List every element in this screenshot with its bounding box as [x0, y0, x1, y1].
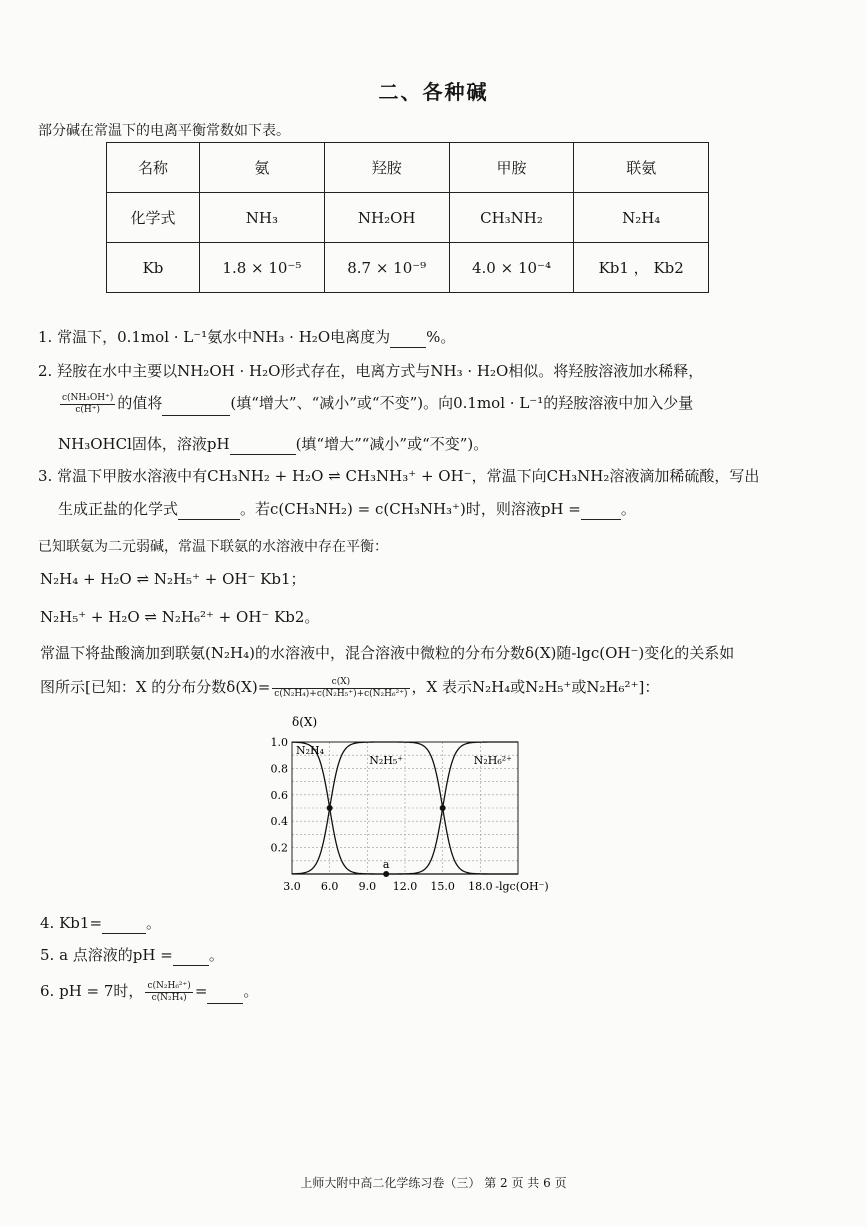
table-cell: Kb1 ， Kb2: [574, 243, 709, 293]
table-row: [107, 143, 709, 193]
row-label: 化学式: [107, 193, 200, 243]
known-text: 已知联氨为二元弱碱，常温下联氨的水溶液中存在平衡：: [38, 539, 388, 555]
answer-blank[interactable]: [162, 399, 230, 416]
y-tick-label: 1.0: [270, 736, 288, 749]
y-tick-label: 0.6: [270, 788, 288, 802]
x-tick-label: 9.0: [358, 880, 377, 893]
distribution-chart: [270, 712, 560, 898]
marked-point: [327, 805, 333, 811]
table-row: [107, 243, 709, 293]
table-row: [107, 193, 709, 243]
page-footer: 上师大附中高二化学练习卷（三） 第 2 页 共 6 页: [300, 1176, 567, 1190]
row-label: Kb: [107, 243, 200, 293]
equilibrium-1: N₂H₄ + H₂O ⇌ N₂H₅⁺ + OH⁻ Kb1；: [40, 570, 306, 588]
answer-blank[interactable]: [173, 949, 209, 966]
question-3-line2: 生成正盐的化学式 。若c(CH₃NH₂) = c(CH₃NH₃⁺)时，则溶液pH = 。: [58, 500, 636, 518]
answer-blank[interactable]: [178, 503, 240, 520]
table-cell: 氨: [200, 143, 325, 193]
question-2-line1: 2. 羟胺在水中主要以NH₂OH · H₂O形式存在，电离方式与NH₃ · H₂O相似。将羟胺溶液加水稀释，: [38, 362, 704, 380]
question-5: 5. a 点溶液的pH = 。: [40, 946, 224, 964]
y-tick-label: 0.4: [270, 815, 288, 829]
series-label: N₂H₄: [296, 744, 325, 757]
section-title: 二、各种碱: [378, 80, 489, 104]
table-cell: NH₂OH: [324, 193, 449, 243]
kb-table: [106, 142, 709, 293]
fraction: $\frac{\text{c(NH₃OH⁺)}}{c(H^+)}$: [62, 392, 114, 415]
fraction: $\frac{c(X)}{\text{c(N₂H₄)+c(N₂H₅⁺)+c(N₂H₆²⁺)}}$: [274, 676, 408, 699]
x-tick-label: 6.0: [320, 880, 339, 893]
question-2-line2: $\frac{\text{c(NH₃OH⁺)}}{c(H^+)}$ 的值将 (填“增大”、“减小”或“不变”)。向0.1mol · L⁻¹的羟胺溶液中加入少量: [62, 392, 694, 415]
marked-point: [383, 871, 389, 877]
table-cell: NH₃: [200, 193, 325, 243]
table-cell: 甲胺: [449, 143, 574, 193]
table-cell: 羟胺: [324, 143, 449, 193]
answer-blank[interactable]: [390, 331, 426, 348]
x-tick-label: 15.0: [430, 880, 455, 893]
y-tick-label: 0.8: [270, 762, 288, 776]
table-cell: 联氨: [574, 143, 709, 193]
table-cell: 4.0 × 10⁻⁴: [449, 243, 574, 293]
y-axis-label: δ(X): [292, 715, 318, 729]
question-4: 4. Kb1= 。: [40, 914, 162, 932]
question-3-line1: 3. 常温下甲胺水溶液中有CH₃NH₂ + H₂O ⇌ CH₃NH₃⁺ + OH⁻，常温下向CH₃NH₂溶液滴加稀硫酸，写出: [38, 467, 760, 485]
answer-blank[interactable]: [230, 438, 296, 455]
table-cell: 8.7 × 10⁻⁹: [324, 243, 449, 293]
x-tick-label: 12.0: [392, 880, 418, 893]
answer-blank[interactable]: [581, 503, 621, 520]
question-2-line3: NH₃OHCl固体，溶液pH (填“增大”“减小”或“不变”)。: [58, 435, 489, 453]
description-line2: 图所示[已知：X 的分布分数δ(X)= $\frac{c(X)}{\text{c(N₂H₄)+c(N₂H₅⁺)+c(N₂H₆²⁺)}}$ ，X 表示N₂H₄或N₂H₅⁺或N₂H₆²⁺]：: [40, 676, 660, 699]
row-label: 名称: [107, 143, 200, 193]
description-line1: 常温下将盐酸滴加到联氨(N₂H₄)的水溶液中，混合溶液中微粒的分布分数δ(X)随-lgc(OH⁻)变化的关系如: [40, 644, 735, 662]
x-tick-label: 18.0: [468, 880, 493, 893]
answer-blank[interactable]: [207, 987, 243, 1004]
fraction: $\frac{\text{c(N₂H₆²⁺)}}{\text{c(N₂H₄)}}$: [147, 980, 191, 1003]
question-6: 6. pH = 7时， $\frac{\text{c(N₂H₆²⁺)}}{\text{c(N₂H₄)}}$ = 。: [40, 980, 259, 1003]
point-label: a: [382, 858, 390, 871]
x-tick-label: 3.0: [283, 880, 301, 893]
series-label: N₂H₆²⁺: [473, 754, 512, 767]
answer-blank[interactable]: [102, 917, 146, 934]
table-cell: N₂H₄: [574, 193, 709, 243]
y-tick-label: 0.2: [270, 841, 288, 855]
x-axis-label: -lgc(OH⁻): [495, 880, 549, 893]
series-label: N₂H₅⁺: [369, 754, 404, 767]
table-cell: 1.8 × 10⁻⁵: [200, 243, 325, 293]
equilibrium-2: N₂H₅⁺ + H₂O ⇌ N₂H₆²⁺ + OH⁻ Kb2。: [40, 608, 320, 626]
marked-point: [440, 805, 446, 811]
intro-text: 部分碱在常温下的电离平衡常数如下表。: [38, 123, 290, 139]
table-cell: CH₃NH₂: [449, 193, 574, 243]
question-1: 1. 常温下，0.1mol · L⁻¹氨水中NH₃ · H₂O电离度为 %。: [38, 328, 456, 346]
